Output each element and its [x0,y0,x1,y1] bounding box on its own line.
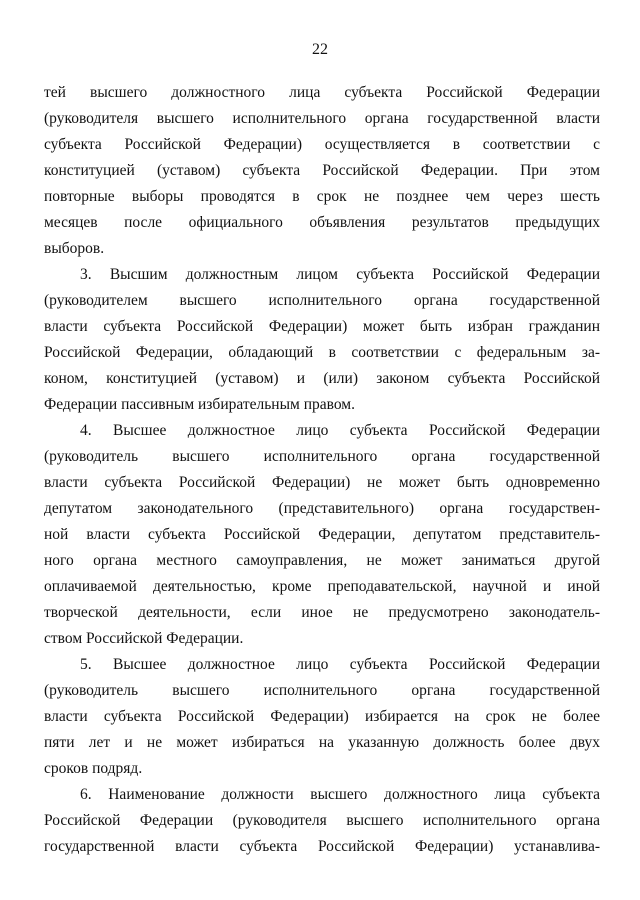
text-line: (руководителем высшего исполнительного органа государственной [44,292,600,309]
text-line: власти субъекта Российской Федерации) может быть избран гражданин [44,318,600,335]
text-line: (руководитель высшего исполнительного органа государственной [44,448,600,465]
text-line: Российской Федерации (руководителя высшего исполнительного органа [44,812,600,829]
text-line: ством Российской Федерации. [44,630,244,647]
text-line: творческой деятельности, если иное не предусмотрено законодатель- [44,604,600,621]
text-line: (руководитель высшего исполнительного органа государственной [44,682,600,699]
text-line: тей высшего должностного лица субъекта Российской Федерации [44,84,600,101]
text-line: Российской Федерации, обладающий в соответствии с федеральным за- [44,344,600,361]
text-line: конституцией (уставом) субъекта Российской Федерации. При этом [44,162,600,179]
text-line: государственной власти субъекта Российской Федерации) устанавлива- [44,838,600,855]
text-line: выборов. [44,240,105,257]
text-line: депутатом законодательного (представительного) органа государствен- [44,500,600,517]
text-line: оплачиваемой деятельностью, кроме преподавательской, научной и иной [44,578,600,595]
text-line: повторные выборы проводятся в срок не позднее чем через шесть [44,188,600,205]
paragraph-item-6 [44,782,600,860]
body-text [44,80,600,860]
page-number: 22 [312,41,328,58]
text-line: ного органа местного самоуправления, не может заниматься другой [44,552,600,569]
text-line: 3. Высшим должностным лицом субъекта Российской Федерации [80,266,600,283]
text-line: Федерации пассивным избирательным правом. [44,396,355,413]
text-line: 6. Наименование должности высшего должностного лица субъекта [80,786,600,803]
text-line: власти субъекта Российской Федерации) не может быть одновременно [44,474,600,491]
text-line: месяцев после официального объявления результатов предыдущих [44,214,600,231]
paragraph-continuation [44,80,600,262]
text-line: сроков подряд. [44,760,143,777]
text-line: коном, конституцией (уставом) и (или) законом субъекта Российской [44,370,600,387]
text-line: (руководителя высшего исполнительного органа государственной власти [44,110,600,127]
text-line: 5. Высшее должностное лицо субъекта Российской Федерации [80,656,600,673]
text-line: власти субъекта Российской Федерации) избирается на срок не более [44,708,600,725]
text-line: ной власти субъекта Российской Федерации, депутатом представитель- [44,526,600,543]
text-line: субъекта Российской Федерации) осуществляется в соответствии с [44,136,600,153]
paragraph-item-4 [44,418,600,652]
paragraph-item-5 [44,652,600,782]
text-line: пяти лет и не может избираться на указанную должность более двух [44,734,600,751]
text-line: 4. Высшее должностное лицо субъекта Российской Федерации [80,422,600,439]
paragraph-item-3 [44,262,600,418]
